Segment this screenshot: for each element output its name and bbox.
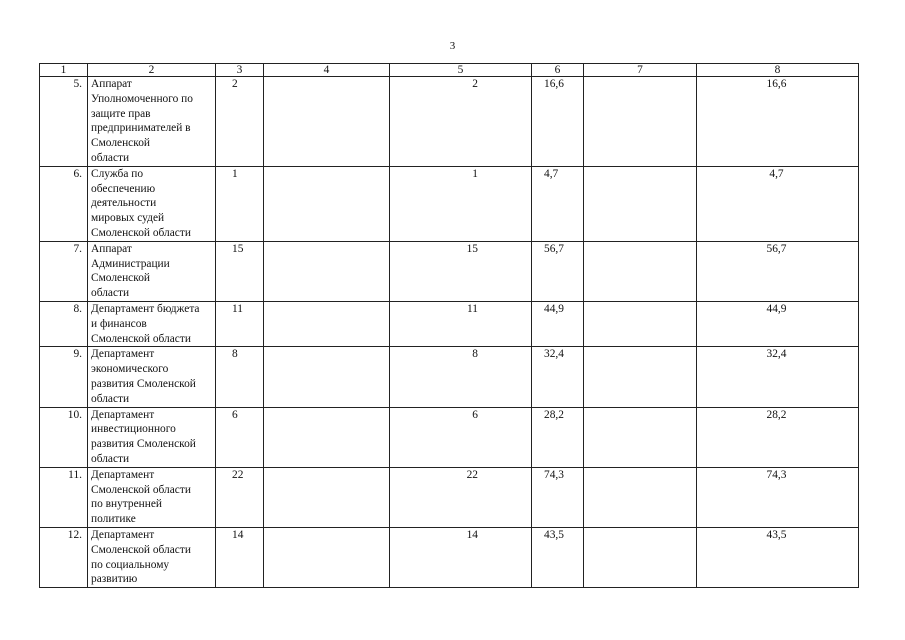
department-name-line: деятельности <box>91 197 157 210</box>
column-3-cell: 14 <box>216 527 264 587</box>
column-4-cell <box>264 467 390 527</box>
department-name-cell <box>88 77 216 167</box>
table-row <box>40 527 859 587</box>
column-8-cell: 74,3 <box>697 467 859 527</box>
table-row <box>40 166 859 241</box>
column-8-cell: 4,7 <box>697 166 859 241</box>
header-cell-5: 5 <box>390 64 532 77</box>
department-name-line: по социальному <box>91 558 170 571</box>
department-name-cell <box>88 407 216 467</box>
header-cell-1: 1 <box>40 64 88 77</box>
department-name-line: мировых судей <box>91 212 165 225</box>
department-name-line: обеспечению <box>91 182 156 195</box>
column-3-cell: 15 <box>216 241 264 301</box>
column-4-cell <box>264 301 390 346</box>
department-name-cell <box>88 301 216 346</box>
column-6-cell: 56,7 <box>532 241 584 301</box>
column-3-cell: 8 <box>216 347 264 407</box>
column-5-cell: 15 <box>390 241 532 301</box>
column-5-cell: 8 <box>390 347 532 407</box>
column-4-cell <box>264 241 390 301</box>
table-row <box>40 241 859 301</box>
column-5-cell: 2 <box>390 77 532 167</box>
header-cell-3: 3 <box>216 64 264 77</box>
department-name-line: Смоленской области <box>91 332 191 345</box>
header-cell-2: 2 <box>88 64 216 77</box>
row-number-cell: 11. <box>40 467 88 527</box>
column-6-cell: 44,9 <box>532 301 584 346</box>
department-name-line: Департамент <box>91 468 155 481</box>
department-name-line: области <box>91 287 130 300</box>
column-3-cell: 11 <box>216 301 264 346</box>
row-number-cell: 10. <box>40 407 88 467</box>
department-name-line: Уполномоченного по <box>91 92 193 105</box>
table-row <box>40 77 859 167</box>
column-6-cell: 28,2 <box>532 407 584 467</box>
department-name-cell <box>88 467 216 527</box>
department-name-cell <box>88 241 216 301</box>
column-4-cell <box>264 77 390 167</box>
column-6-cell: 74,3 <box>532 467 584 527</box>
column-4-cell <box>264 166 390 241</box>
column-4-cell <box>264 347 390 407</box>
column-3-cell: 6 <box>216 407 264 467</box>
column-7-cell <box>584 527 697 587</box>
department-name-line: Аппарат <box>91 242 132 255</box>
column-7-cell <box>584 241 697 301</box>
column-5-cell: 14 <box>390 527 532 587</box>
department-name-cell <box>88 527 216 587</box>
department-name-line: Смоленской <box>91 137 150 150</box>
table-body <box>40 64 859 588</box>
department-name-line: по внутренней <box>91 498 163 511</box>
column-7-cell <box>584 77 697 167</box>
department-name-line: Смоленской области <box>91 226 191 239</box>
department-name-cell <box>88 347 216 407</box>
row-number-cell: 6. <box>40 166 88 241</box>
department-name-line: развитию <box>91 573 138 586</box>
department-name-line: Смоленской <box>91 272 150 285</box>
department-name-line: развития Смоленской <box>91 438 196 451</box>
row-number-cell: 5. <box>40 77 88 167</box>
department-name-line: Департамент <box>91 348 155 361</box>
department-name-line: области <box>91 392 130 405</box>
column-8-cell: 44,9 <box>697 301 859 346</box>
column-5-cell: 6 <box>390 407 532 467</box>
column-7-cell <box>584 166 697 241</box>
column-7-cell <box>584 467 697 527</box>
column-7-cell <box>584 407 697 467</box>
department-name-line: политике <box>91 513 136 526</box>
table-row <box>40 407 859 467</box>
column-8-cell: 56,7 <box>697 241 859 301</box>
row-number-cell: 8. <box>40 301 88 346</box>
row-number-cell: 9. <box>40 347 88 407</box>
table-row <box>40 467 859 527</box>
row-number-cell: 12. <box>40 527 88 587</box>
department-name-line: Департамент <box>91 408 155 421</box>
column-6-cell: 43,5 <box>532 527 584 587</box>
row-number-cell: 7. <box>40 241 88 301</box>
table-header-row <box>40 64 859 77</box>
column-8-cell: 28,2 <box>697 407 859 467</box>
table-row <box>40 347 859 407</box>
department-name-line: Служба по <box>91 167 144 180</box>
header-cell-4: 4 <box>264 64 390 77</box>
column-4-cell <box>264 407 390 467</box>
department-name-cell <box>88 166 216 241</box>
header-cell-7: 7 <box>584 64 697 77</box>
department-name-line: области <box>91 452 130 465</box>
page-number: 3 <box>449 40 456 52</box>
column-5-cell: 22 <box>390 467 532 527</box>
column-7-cell <box>584 301 697 346</box>
department-name-line: области <box>91 151 130 164</box>
column-3-cell: 1 <box>216 166 264 241</box>
header-cell-6: 6 <box>532 64 584 77</box>
column-8-cell: 16,6 <box>697 77 859 167</box>
department-name-line: Аппарат <box>91 78 132 90</box>
department-name-line: Администрации <box>91 257 170 270</box>
column-5-cell: 11 <box>390 301 532 346</box>
column-3-cell: 2 <box>216 77 264 167</box>
department-name-line: предпринимателей в <box>91 122 191 135</box>
department-name-line: Смоленской области <box>91 543 191 556</box>
column-6-cell: 16,6 <box>532 77 584 167</box>
department-name-line: экономического <box>91 363 169 376</box>
department-name-line: инвестиционного <box>91 423 176 436</box>
department-name-line: Департамент <box>91 528 155 541</box>
department-name-line: Департамент бюджета <box>91 302 200 315</box>
column-4-cell <box>264 527 390 587</box>
column-7-cell <box>584 347 697 407</box>
header-cell-8: 8 <box>697 64 859 77</box>
department-name-line: Смоленской области <box>91 483 191 496</box>
column-6-cell: 4,7 <box>532 166 584 241</box>
department-name-line: и финансов <box>91 317 147 330</box>
column-6-cell: 32,4 <box>532 347 584 407</box>
department-name-line: развития Смоленской <box>91 377 196 390</box>
department-name-line: защите прав <box>91 107 151 120</box>
column-5-cell: 1 <box>390 166 532 241</box>
column-3-cell: 22 <box>216 467 264 527</box>
table-row <box>40 301 859 346</box>
data-table <box>39 63 859 588</box>
column-8-cell: 32,4 <box>697 347 859 407</box>
column-8-cell: 43,5 <box>697 527 859 587</box>
